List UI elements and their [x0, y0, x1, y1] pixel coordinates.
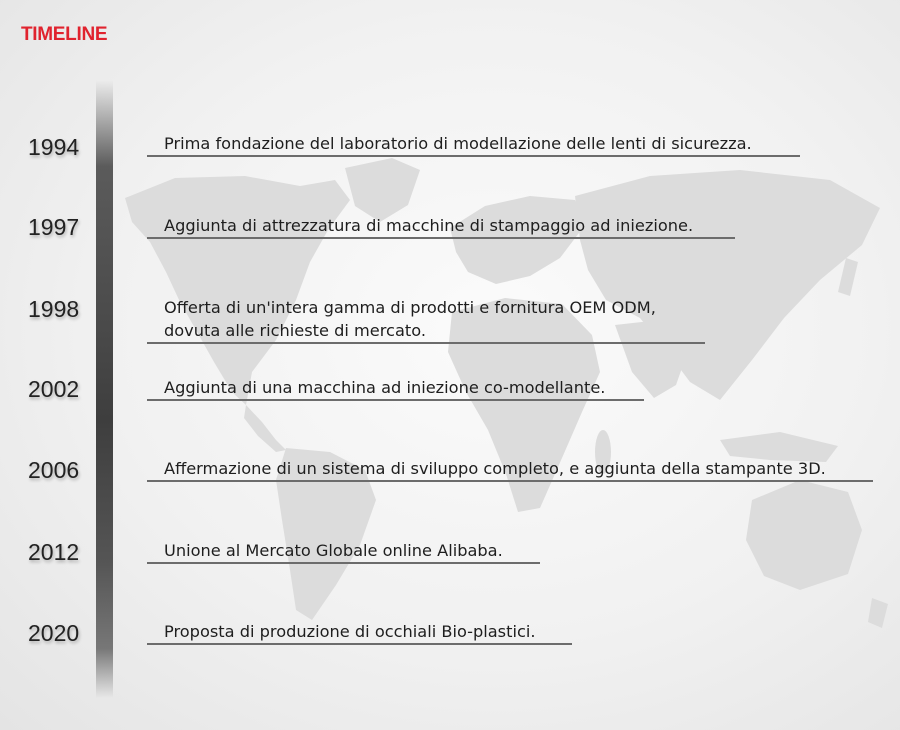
timeline-text-2020: Proposta di produzione di occhiali Bio-plastici. [164, 622, 536, 641]
timeline-text-1994: Prima fondazione del laboratorio di modellazione delle lenti di sicurezza. [164, 134, 752, 153]
map-central-america [244, 405, 286, 452]
map-greenland [345, 158, 420, 222]
timeline-year-1997: 1997 [28, 214, 80, 240]
timeline-entry-1997 [147, 214, 735, 239]
timeline-year-2012: 2012 [28, 539, 80, 565]
timeline-year-1998: 1998 [28, 296, 80, 322]
timeline-entry-2002 [147, 376, 644, 401]
timeline-text-1998: Offerta di un'intera gamma di prodotti e fornitura OEM ODM, dovuta alle richieste di mercato. [164, 298, 656, 340]
timeline-spine [96, 80, 113, 698]
map-australia [746, 480, 862, 590]
map-asia [575, 170, 880, 400]
timeline-year-2020: 2020 [28, 620, 80, 646]
timeline-entry-2012 [147, 539, 540, 564]
timeline-entry-2006 [147, 457, 873, 482]
timeline-text-2006: Affermazione di un sistema di sviluppo completo, e aggiunta della stampante 3D. [164, 459, 826, 478]
page-title: TIMELINE [21, 24, 108, 45]
timeline-text-2002: Aggiunta di una macchina ad iniezione co-modellante. [164, 378, 606, 397]
timeline-text-1997: Aggiunta di attrezzatura di macchine di stampaggio ad iniezione. [164, 216, 694, 235]
map-europe [450, 196, 585, 284]
map-north-america [125, 176, 350, 405]
timeline-year-2002: 2002 [28, 376, 80, 402]
map-new-zealand [868, 598, 888, 628]
timeline-entry-1998 [147, 296, 705, 344]
timeline-year-1994: 1994 [28, 134, 80, 160]
timeline-entry-1994 [147, 132, 800, 157]
map-japan [838, 258, 858, 296]
timeline-entry-2020 [147, 620, 572, 645]
timeline-year-2006: 2006 [28, 457, 80, 483]
timeline-text-2012: Unione al Mercato Globale online Alibaba. [164, 541, 503, 560]
